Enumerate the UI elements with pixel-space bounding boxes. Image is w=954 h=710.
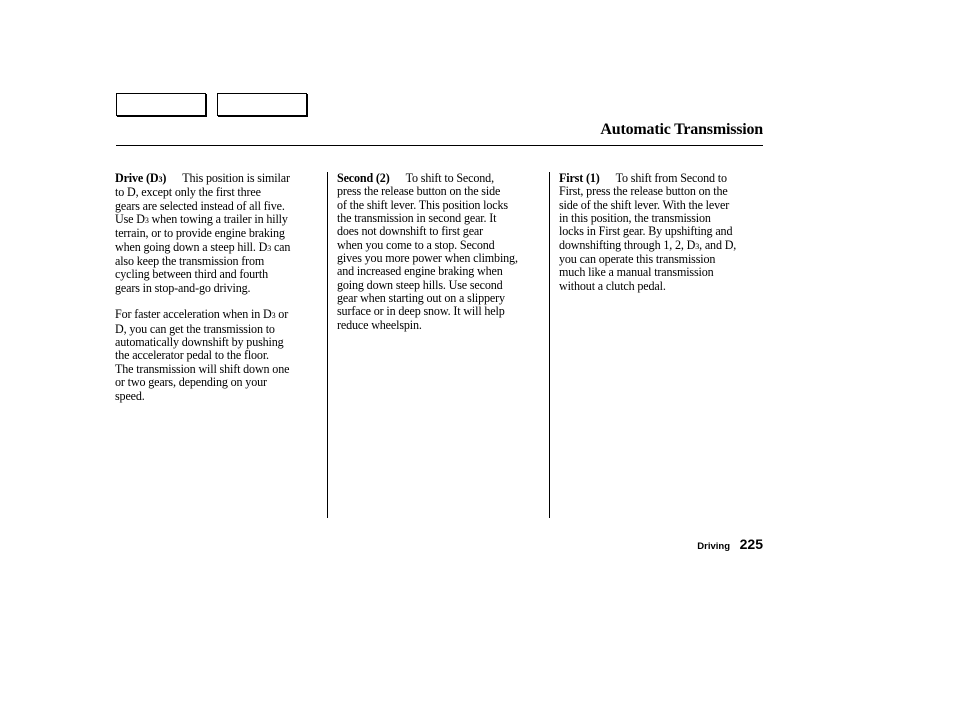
- text-line: gives you more power when climbing,: [337, 251, 518, 266]
- text-line: and increased engine braking when: [337, 264, 503, 279]
- column-divider: [327, 172, 328, 518]
- text-run: downshifting through 1, 2, D: [559, 237, 696, 252]
- paragraph: [115, 308, 325, 402]
- paragraph: [559, 172, 765, 293]
- nav-tab-box-right[interactable]: [217, 93, 307, 116]
- text-line: you can operate this transmission: [559, 252, 716, 267]
- text-line: cycling between third and fourth: [115, 267, 269, 282]
- text-line: terrain, or to provide engine braking: [115, 226, 285, 241]
- text-line: side of the shift lever. With the lever: [559, 197, 730, 212]
- text-line: The transmission will shift down one: [115, 361, 290, 376]
- text-line: First, press the release button on the: [559, 184, 728, 199]
- column-divider: [549, 172, 550, 518]
- gear-subscript: 3: [144, 216, 149, 226]
- text-line: the accelerator pedal to the floor.: [115, 348, 269, 363]
- position-heading: Second (2): [337, 171, 390, 185]
- text-line: does not downshift to first gear: [337, 224, 484, 239]
- column-first-1: [559, 172, 765, 306]
- text-run: This position is similar: [182, 171, 290, 185]
- text-line: much like a manual transmission: [559, 265, 714, 280]
- text-line: press the release button on the side: [337, 184, 501, 199]
- position-heading: [115, 171, 166, 185]
- text-line: surface or in deep snow. It will help: [337, 304, 505, 319]
- paragraph: [115, 172, 325, 295]
- text-line: speed.: [115, 388, 145, 403]
- text-run: For faster acceleration when in D: [115, 307, 272, 322]
- text-line: [115, 241, 325, 255]
- text-line: without a clutch pedal.: [559, 278, 666, 293]
- text-run: when going down a steep hill. D: [115, 239, 268, 254]
- gear-subscript: 3: [271, 311, 276, 321]
- text-line: [115, 308, 325, 322]
- text-line: to D, except only the first three: [115, 185, 261, 200]
- text-line: D, you can get the transmission to: [115, 321, 275, 336]
- text-run: Use D: [115, 212, 145, 227]
- text-line: of the shift lever. This position locks: [337, 197, 508, 212]
- gear-subscript: 3: [695, 241, 700, 251]
- text-line: [559, 172, 765, 185]
- text-line: [559, 239, 765, 253]
- text-run: To shift from Second to: [615, 171, 727, 185]
- text-line: when you come to a stop. Second: [337, 237, 495, 252]
- text-line: also keep the transmission from: [115, 254, 265, 269]
- text-line: going down steep hills. Use second: [337, 277, 503, 292]
- text-line: locks in First gear. By upshifting and: [559, 224, 733, 239]
- page-number: 225: [739, 536, 763, 552]
- text-line: [115, 172, 325, 186]
- gear-subscript: 3: [158, 175, 163, 184]
- text-run: can: [271, 239, 291, 254]
- text-line: [115, 213, 325, 227]
- text-line: in this position, the transmission: [559, 211, 711, 226]
- text-line: [337, 172, 547, 185]
- text-run: , and D,: [699, 237, 737, 252]
- text-line: gear when starting out on a slippery: [337, 291, 505, 306]
- paragraph: [337, 172, 547, 332]
- text-line: gears are selected instead of all five.: [115, 198, 285, 213]
- text-line: the transmission in second gear. It: [337, 211, 497, 226]
- column-second-2: [337, 172, 547, 345]
- footer-section-label: Driving: [697, 541, 730, 552]
- text-run: ): [162, 171, 167, 185]
- title-rule: [116, 145, 763, 146]
- text-line: gears in stop-and-go driving.: [115, 280, 251, 295]
- position-heading: First (1): [559, 171, 600, 185]
- nav-tab-box-left[interactable]: [116, 93, 206, 116]
- text-run: when towing a trailer in hilly: [148, 212, 288, 227]
- gear-subscript: 3: [267, 243, 272, 253]
- text-line: automatically downshift by pushing: [115, 335, 284, 350]
- text-run: or: [275, 307, 289, 322]
- page-title: Automatic Transmission: [600, 121, 763, 138]
- text-line: reduce wheelspin.: [337, 317, 422, 332]
- column-drive-d3: [115, 172, 325, 416]
- text-run: Drive (D: [115, 171, 159, 185]
- text-line: or two gears, depending on your: [115, 375, 267, 390]
- text-run: To shift to Second,: [405, 171, 494, 185]
